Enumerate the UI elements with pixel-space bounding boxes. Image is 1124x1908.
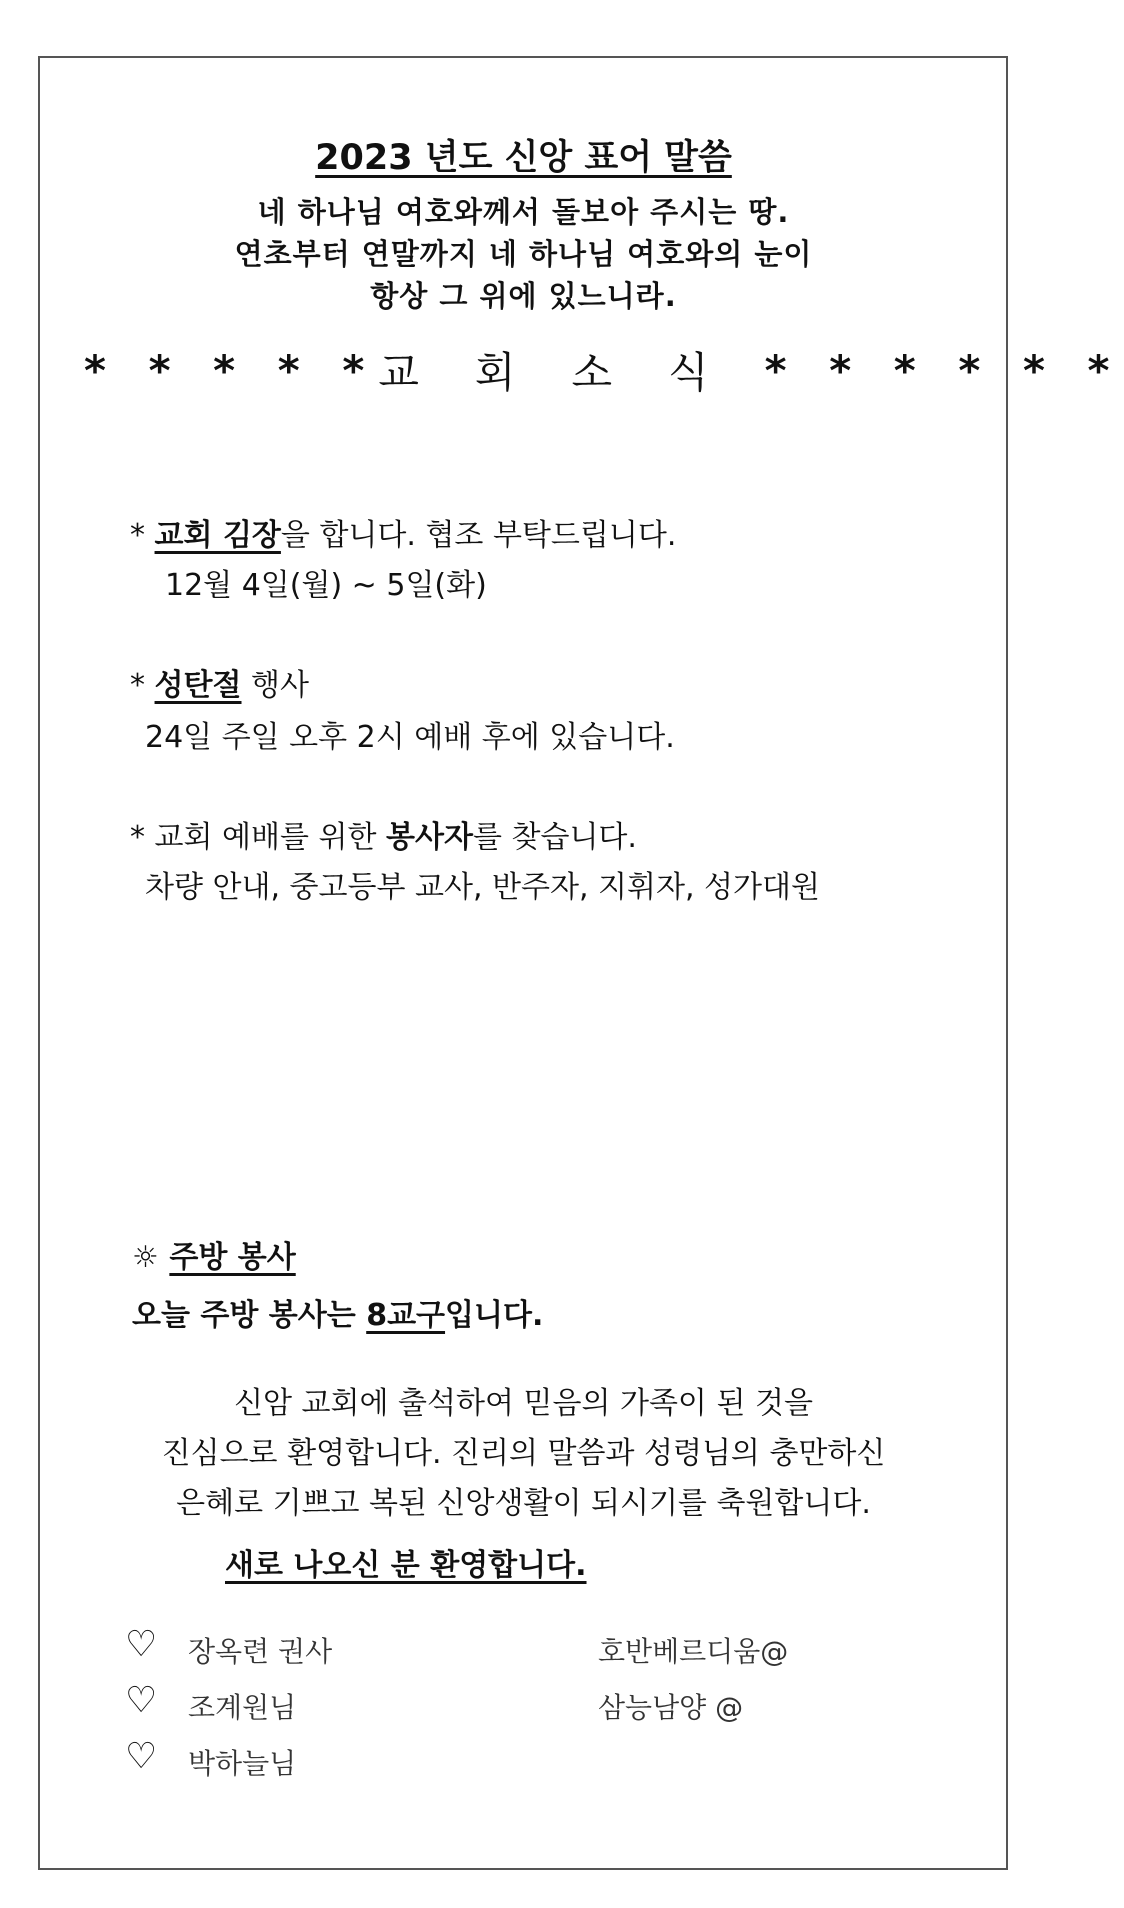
heart-icon: ♡ — [125, 1736, 158, 1777]
newcomer-name-3: 박하늘님 — [188, 1747, 297, 1780]
motto-line-1: 네 하나님 여호와께서 돌보아 주시는 땅. — [257, 195, 790, 229]
church-news-header — [84, 340, 1124, 400]
welcome-line-2: 진심으로 환영합니다. 진리의 말씀과 성령님의 충만하신 — [161, 1436, 886, 1471]
announcement-3-pre: 교회 예배를 위한 — [154, 820, 387, 855]
heart-icon: ♡ — [125, 1624, 158, 1665]
bullet: * — [130, 518, 145, 553]
announcement-3-highlight: 봉사자 — [386, 820, 473, 855]
announcement-2-post: 행사 — [241, 668, 309, 703]
heart-icon: ♡ — [125, 1680, 158, 1721]
announcement-1 — [130, 510, 676, 554]
announcement-3-post: 를 찾습니다. — [472, 820, 637, 855]
stars-right: * * * * * * — [764, 345, 1124, 395]
motto-title: 2023 년도 신앙 표어 말씀 — [315, 138, 732, 178]
welcome-line-3: 은혜로 기쁘고 복된 신앙생활이 되시기를 축원합니다. — [176, 1486, 871, 1521]
announcement-2 — [130, 660, 309, 704]
kitchen-post: 입니다. — [445, 1298, 544, 1333]
page-border — [38, 56, 1008, 1870]
announcement-3-detail: 차량 안내, 중고등부 교사, 반주자, 지휘자, 성가대원 — [145, 870, 820, 905]
sun-icon: ☼ — [132, 1240, 159, 1275]
kitchen-pre: 오늘 주방 봉사는 — [132, 1298, 367, 1333]
church-news-title: 교회소식 — [378, 348, 765, 397]
kitchen-title: 주방 봉사 — [169, 1240, 296, 1275]
announcement-2-detail: 24일 주일 오후 2시 예배 후에 있습니다. — [145, 720, 675, 755]
announcement-3 — [130, 812, 637, 856]
announcement-1-post: 을 합니다. 협조 부탁드립니다. — [280, 518, 677, 553]
announcement-2-highlight: 성탄절 — [154, 668, 242, 703]
announcement-1-detail: 12월 4일(월) ~ 5일(화) — [165, 568, 487, 603]
newcomer-name-1: 장옥련 권사 — [188, 1635, 333, 1668]
stars-left: * * * * * — [84, 345, 379, 395]
kitchen-detail — [132, 1290, 543, 1334]
newcomer-name-2: 조계원님 — [188, 1691, 297, 1724]
bullet: * — [130, 820, 145, 855]
newcomer-location-2: 삼능남양 @ — [598, 1691, 744, 1724]
motto-line-3: 항상 그 위에 있느니라. — [370, 279, 677, 313]
kitchen-highlight: 8교구 — [366, 1298, 446, 1333]
kitchen-heading — [132, 1232, 296, 1276]
motto-line-2: 연초부터 연말까지 네 하나님 여호와의 눈이 — [234, 237, 813, 271]
announcement-1-highlight: 교회 김장 — [154, 518, 281, 553]
bullet: * — [130, 668, 145, 703]
newcomer-location-1: 호반베르디움@ — [598, 1635, 789, 1668]
welcome-banner: 새로 나오신 분 환영합니다. — [225, 1548, 587, 1583]
welcome-line-1: 신암 교회에 출석하여 믿음의 가족이 된 것을 — [234, 1386, 813, 1421]
